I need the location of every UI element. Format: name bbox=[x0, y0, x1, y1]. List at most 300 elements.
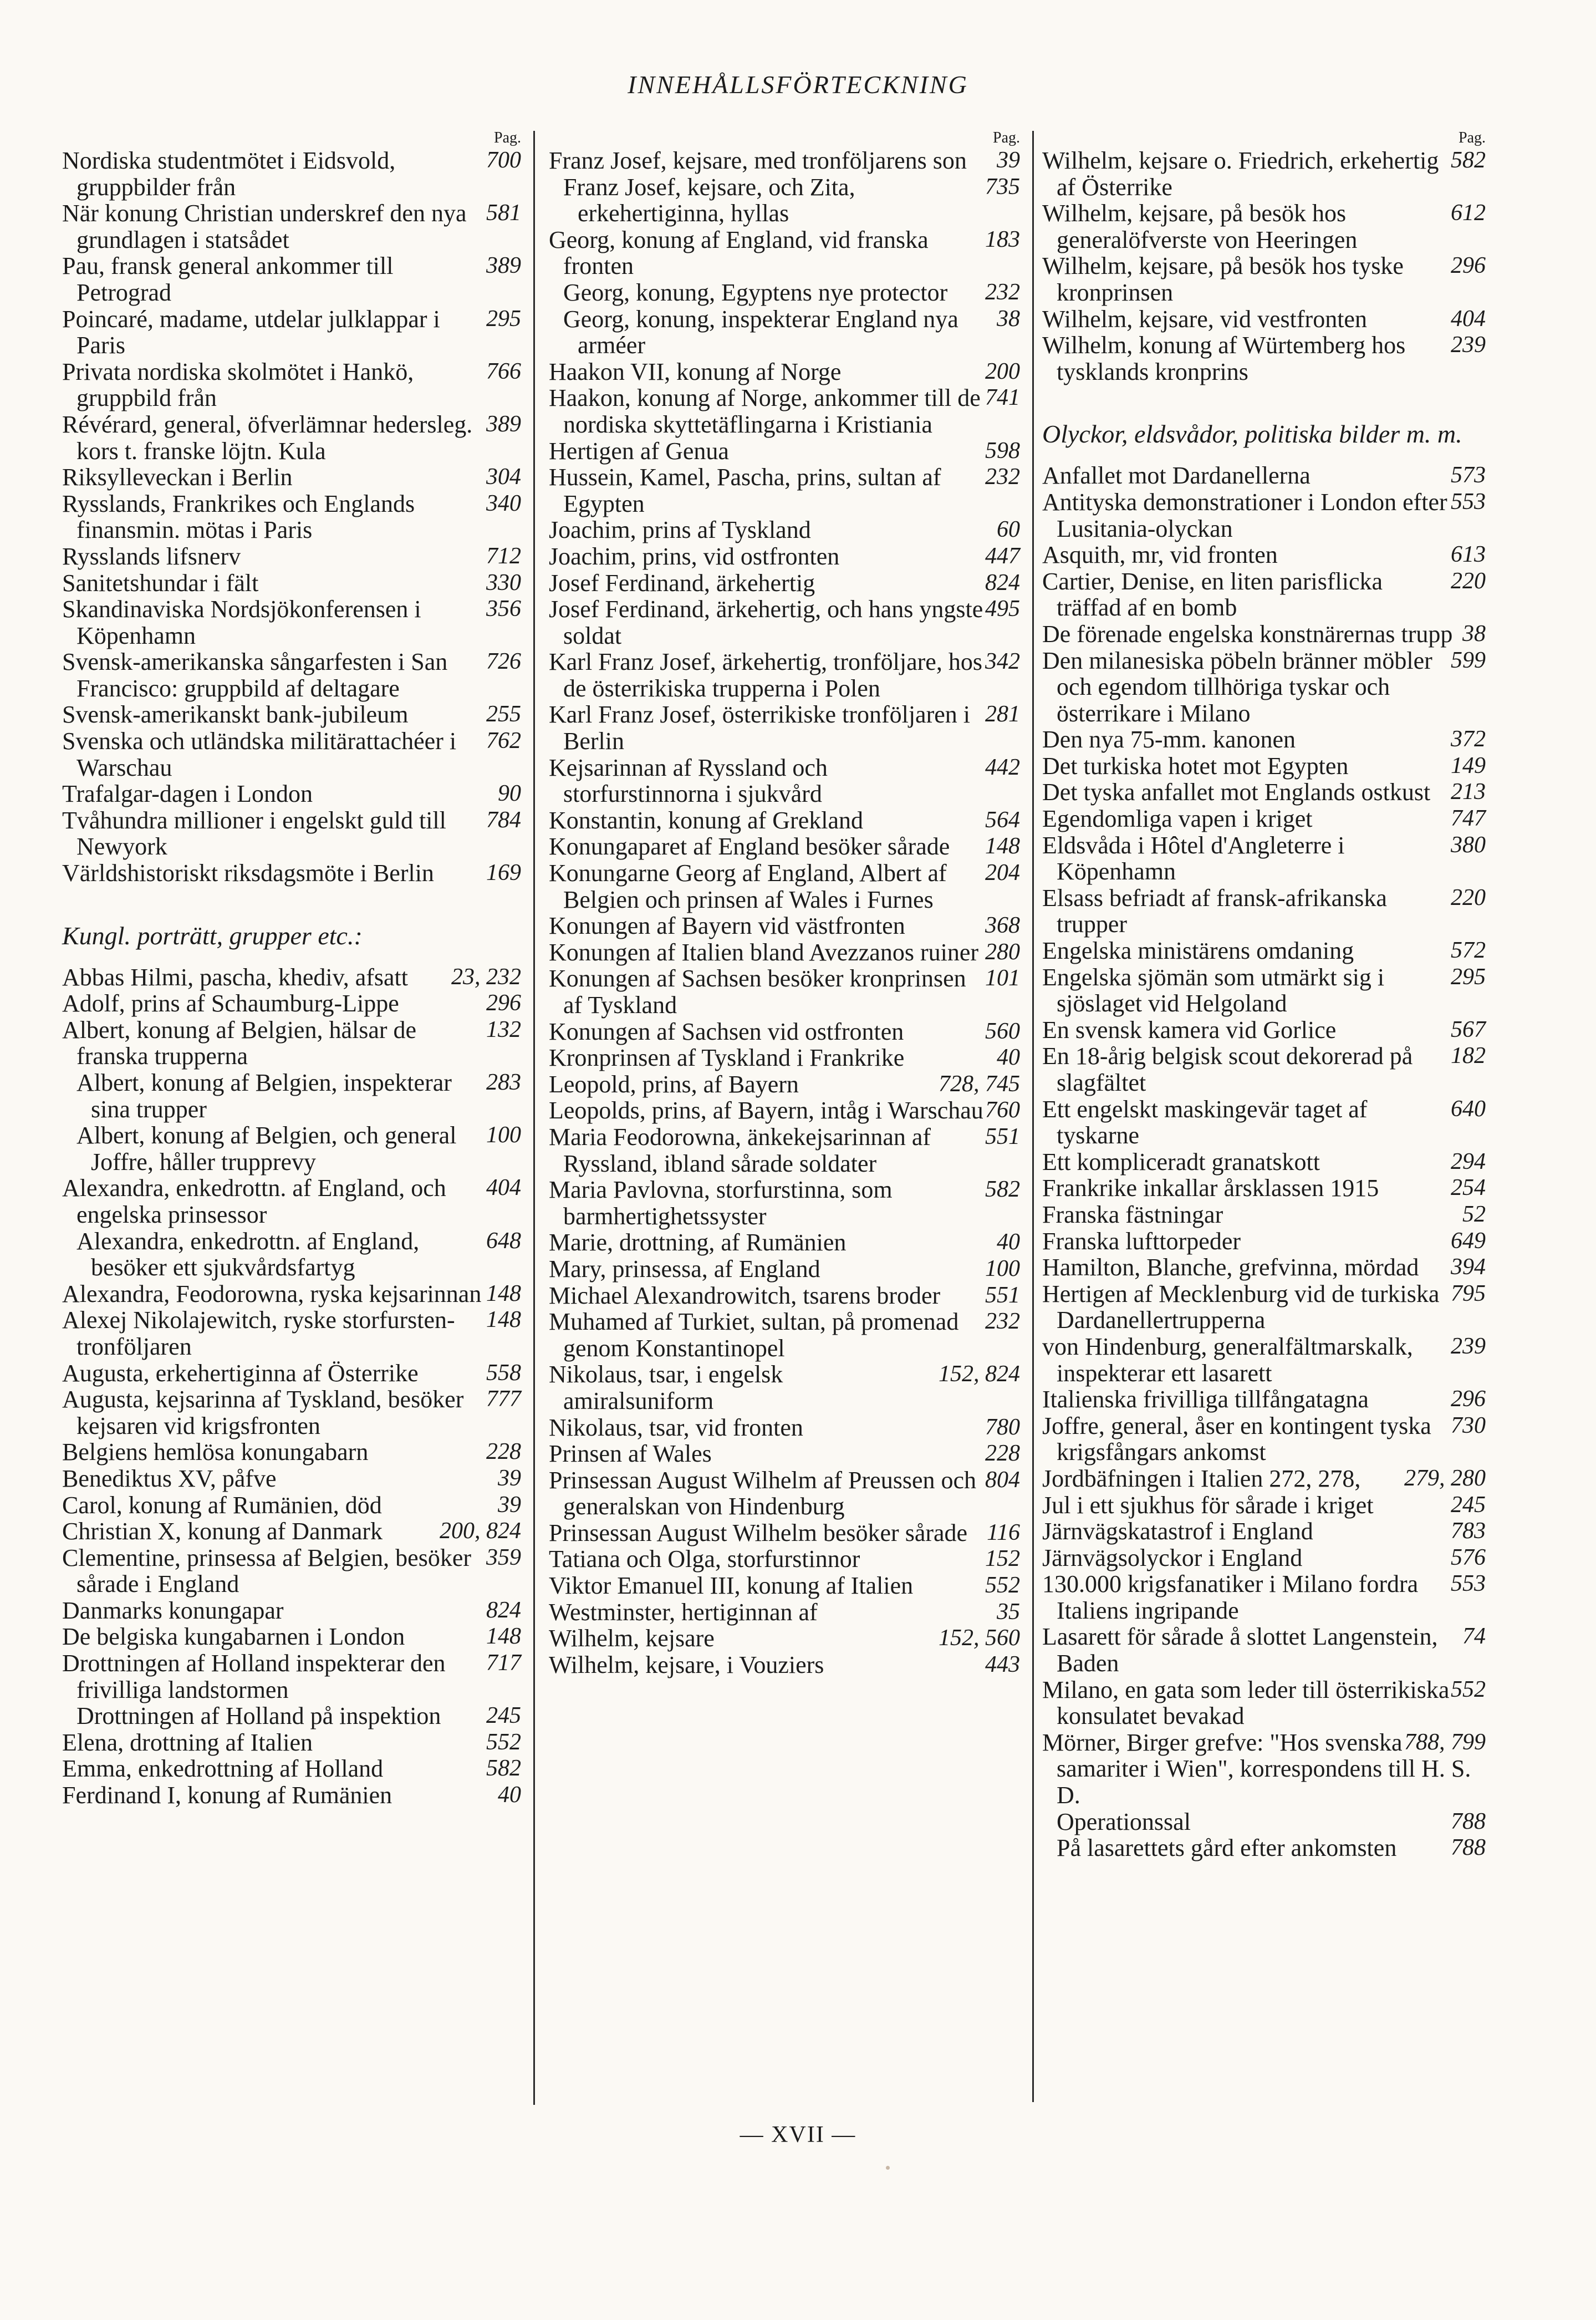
index-entry bbox=[549, 438, 1020, 465]
entry-page-number: 553 bbox=[1451, 1571, 1486, 1597]
entry-page-number: 294 bbox=[1451, 1148, 1486, 1174]
entry-page-number: 777 bbox=[486, 1386, 521, 1412]
entry-page-number: 148 bbox=[486, 1280, 521, 1306]
entry-page-number: 717 bbox=[486, 1650, 521, 1676]
entry-page-number: 132 bbox=[486, 1016, 521, 1042]
entry-text: Alexandra, enkedrottn. af England, besöker ett sjukvårdsfartyg bbox=[77, 1227, 420, 1281]
index-entry bbox=[549, 596, 1020, 649]
index-entry bbox=[62, 1175, 521, 1228]
entry-text: Eldsvåda i Hôtel d'Angleterre i Köpenhamn bbox=[1042, 831, 1345, 886]
entry-page-number: 741 bbox=[985, 385, 1020, 411]
index-entry bbox=[62, 860, 521, 887]
entry-text: Ferdinand I, konung af Rumänien bbox=[62, 1782, 392, 1809]
entry-text: Asquith, mr, vid fronten bbox=[1042, 541, 1278, 569]
entry-text: Maria Feodorowna, änkekejsarinnan af Ryssland, ibland sårade soldater bbox=[549, 1123, 931, 1177]
index-entry bbox=[1042, 332, 1486, 385]
entry-text: Karl Franz Josef, österrikiske tronföljaren i Berlin bbox=[549, 701, 970, 755]
entry-page-number: 280 bbox=[985, 939, 1020, 965]
index-entry bbox=[1042, 1202, 1486, 1228]
index-entry bbox=[1042, 779, 1486, 806]
index-entry bbox=[549, 1441, 1020, 1467]
entry-page-number: 245 bbox=[486, 1703, 521, 1729]
entry-text: Leopold, prins, af Bayern bbox=[549, 1070, 799, 1098]
entry-text: Konungarne Georg af England, Albert af Belgien och prinsen af Wales i Furnes bbox=[549, 859, 947, 913]
entry-text: Adolf, prins af Schaumburg-Lippe bbox=[62, 990, 399, 1017]
entry-page-number: 404 bbox=[486, 1175, 521, 1201]
entry-page-number: 40 bbox=[997, 1045, 1020, 1071]
entry-page-number: 148 bbox=[486, 1624, 521, 1650]
entry-text: Franska lufttorpeder bbox=[1042, 1227, 1241, 1255]
index-entry bbox=[1042, 726, 1486, 753]
entry-text: Franska fästningar bbox=[1042, 1200, 1223, 1228]
index-entry bbox=[549, 227, 1020, 279]
index-entry bbox=[62, 1545, 521, 1597]
entry-page-number: 389 bbox=[486, 253, 521, 279]
index-entry bbox=[62, 1122, 521, 1175]
entry-text: Franz Josef, kejsare, med tronföljarens son bbox=[549, 147, 967, 174]
entry-text: Josef Ferdinand, ärkehertig bbox=[549, 569, 815, 597]
entry-text: Michael Alexandrowitch, tsarens broder bbox=[549, 1281, 941, 1309]
entry-page-number: 582 bbox=[486, 1756, 521, 1782]
entry-page-number: 100 bbox=[985, 1255, 1020, 1281]
entry-text: Nikolaus, tsar, vid fronten bbox=[549, 1413, 803, 1441]
entry-page-number: 784 bbox=[486, 807, 521, 833]
entry-page-number: 149 bbox=[1451, 752, 1486, 779]
entry-page-number: 394 bbox=[1451, 1254, 1486, 1280]
entry-text: Georg, konung, Egyptens nye protector bbox=[563, 278, 948, 306]
index-entry bbox=[1042, 1281, 1486, 1334]
entry-text: På lasarettets gård efter ankomsten bbox=[1057, 1834, 1397, 1862]
entry-text: Poincaré, madame, utdelar julklappar i Paris bbox=[62, 305, 440, 359]
entry-page-number: 152, 560 bbox=[939, 1625, 1020, 1651]
index-entry bbox=[1042, 1835, 1486, 1861]
entry-page-number: 735 bbox=[985, 174, 1020, 200]
index-entry bbox=[62, 1624, 521, 1650]
entry-text: Konungen af Italien bland Avezzanos ruiner bbox=[549, 938, 979, 966]
index-entry bbox=[549, 1229, 1020, 1256]
index-entry bbox=[62, 306, 521, 359]
entry-text: Engelska sjömän som utmärkt sig i sjöslaget vid Helgoland bbox=[1042, 963, 1385, 1017]
index-entry bbox=[62, 1307, 521, 1360]
entry-text: Drottningen af Holland inspekterar den frivilliga landstormen bbox=[62, 1650, 446, 1703]
entry-text: Viktor Emanuel III, konung af Italien bbox=[549, 1572, 914, 1600]
entry-text: Sanitetshundar i fält bbox=[62, 569, 259, 597]
entry-text: Jul i ett sjukhus för sårade i kriget bbox=[1042, 1491, 1374, 1519]
index-entry bbox=[1042, 1017, 1486, 1044]
index-entry bbox=[549, 860, 1020, 913]
index-entry bbox=[549, 1573, 1020, 1599]
entry-text: Lasarett för sårade å slottet Langenstein, Baden bbox=[1042, 1623, 1438, 1677]
entry-text: Carol, konung af Rumänien, död bbox=[62, 1491, 382, 1519]
index-entry bbox=[62, 1439, 521, 1466]
entry-page-number: 200 bbox=[985, 358, 1020, 384]
entry-page-number: 613 bbox=[1451, 542, 1486, 568]
index-entry bbox=[62, 596, 521, 649]
entry-text: Georg, konung af England, vid franska fronten bbox=[549, 226, 929, 280]
index-entry bbox=[1042, 938, 1486, 964]
paper-speck bbox=[886, 2166, 890, 2170]
index-entry bbox=[1042, 753, 1486, 780]
index-entry bbox=[62, 1518, 521, 1545]
entry-page-number: 169 bbox=[486, 860, 521, 886]
index-entry bbox=[549, 147, 1020, 174]
entry-text: Prinsen af Wales bbox=[549, 1440, 712, 1468]
entry-page-number: 730 bbox=[1451, 1412, 1486, 1438]
index-entry bbox=[62, 491, 521, 543]
index-entry bbox=[549, 965, 1020, 1018]
entry-page-number: 296 bbox=[1451, 253, 1486, 279]
entry-page-number: 788 bbox=[1451, 1808, 1486, 1834]
entry-page-number: 40 bbox=[498, 1782, 521, 1808]
index-entry bbox=[549, 1467, 1020, 1520]
index-entry bbox=[62, 543, 521, 570]
index-entry bbox=[1042, 253, 1486, 306]
entry-page-number: 442 bbox=[985, 754, 1020, 780]
index-entry bbox=[1042, 568, 1486, 621]
entry-text: Ett kompliceradt granatskott bbox=[1042, 1148, 1320, 1176]
entry-page-number: 552 bbox=[1451, 1676, 1486, 1702]
entry-page-number: 553 bbox=[1451, 489, 1486, 515]
index-entry bbox=[62, 781, 521, 807]
entry-page-number: 35 bbox=[997, 1599, 1020, 1625]
index-entry bbox=[62, 1756, 521, 1782]
entry-page-number: 760 bbox=[985, 1097, 1020, 1123]
index-entry bbox=[549, 1625, 1020, 1652]
entry-page-number: 712 bbox=[486, 543, 521, 569]
entry-page-number: 567 bbox=[1451, 1016, 1486, 1042]
index-entry bbox=[549, 174, 1020, 227]
index-entry bbox=[549, 1177, 1020, 1229]
index-entry bbox=[549, 517, 1020, 543]
index-entry bbox=[62, 411, 521, 464]
index-entry bbox=[549, 1256, 1020, 1283]
index-entry bbox=[1042, 648, 1486, 727]
section-title: Kungl. porträtt, grupper etc.: bbox=[62, 921, 363, 950]
index-entry bbox=[62, 990, 521, 1017]
entry-page-number: 200, 824 bbox=[440, 1518, 521, 1544]
entry-text: Konungen af Sachsen vid ostfronten bbox=[549, 1017, 904, 1045]
entry-text: Svensk-amerikanskt bank-jubileum bbox=[62, 701, 409, 729]
entry-text: Det tyska anfallet mot Englands ostkust bbox=[1042, 779, 1431, 806]
index-entry bbox=[549, 1019, 1020, 1045]
index-entry bbox=[549, 1599, 1020, 1626]
entry-text: Den milanesiska pöbeln bränner möbler och egendom tillhöriga tyskar och österrikare i Milano bbox=[1042, 647, 1432, 727]
entry-text: Wilhelm, kejsare, på besök hos tyske kronprinsen bbox=[1042, 252, 1404, 306]
entry-page-number: 204 bbox=[985, 860, 1020, 886]
index-entry bbox=[1042, 1571, 1486, 1624]
entry-page-number: 295 bbox=[486, 306, 521, 332]
entry-page-number: 52 bbox=[1462, 1201, 1486, 1227]
entry-text: Prinsessan August Wilhelm besöker sårade bbox=[549, 1519, 968, 1546]
entry-page-number: 281 bbox=[985, 701, 1020, 727]
entry-text: En svensk kamera vid Gorlice bbox=[1042, 1016, 1337, 1044]
entry-page-number: 39 bbox=[498, 1465, 521, 1491]
entry-text: Wilhelm, kejsare bbox=[549, 1625, 715, 1652]
entry-page-number: 564 bbox=[985, 807, 1020, 833]
entry-page-number: 582 bbox=[985, 1177, 1020, 1203]
entry-text: Drottningen af Holland på inspektion bbox=[77, 1702, 441, 1730]
entry-page-number: 640 bbox=[1451, 1096, 1486, 1122]
section-title: Olyckor, eldsvådor, politiska bilder m. m. bbox=[1042, 420, 1462, 449]
entry-page-number: 788, 799 bbox=[1404, 1729, 1486, 1755]
index-entry bbox=[1042, 1254, 1486, 1281]
entry-text: Karl Franz Josef, ärkehertig, tronföljare, hos de österrikiska trupperna i Polen bbox=[549, 648, 982, 702]
entry-text: Augusta, erkehertiginna af Österrike bbox=[62, 1359, 419, 1387]
entry-text: Konungen af Bayern vid västfronten bbox=[549, 912, 905, 940]
entry-page-number: 368 bbox=[985, 913, 1020, 939]
entry-text: Nikolaus, tsar, i engelsk amiralsuniform bbox=[549, 1361, 783, 1415]
entry-page-number: 598 bbox=[985, 437, 1020, 464]
entry-text: Augusta, kejsarinna af Tyskland, besöker kejsaren vid krigsfronten bbox=[62, 1386, 464, 1439]
index-column-2 bbox=[549, 129, 1020, 1678]
entry-page-number: 245 bbox=[1451, 1492, 1486, 1518]
entry-page-number: 232 bbox=[985, 279, 1020, 305]
entry-text: Abbas Hilmi, pascha, khediv, afsatt bbox=[62, 963, 408, 991]
entry-text: Kejsarinnan af Ryssland och storfurstinnorna i sjukvård bbox=[549, 754, 828, 808]
index-entry bbox=[1042, 1624, 1486, 1676]
entry-page-number: 39 bbox=[498, 1492, 521, 1518]
index-entry bbox=[62, 359, 521, 411]
entry-page-number: 232 bbox=[985, 464, 1020, 490]
entry-text: Prinsessan August Wilhelm af Preussen och generalskan von Hindenburg bbox=[549, 1466, 977, 1520]
entry-text: Järnvägskatastrof i England bbox=[1042, 1518, 1313, 1545]
entry-page-number: 38 bbox=[997, 306, 1020, 332]
index-entry bbox=[1042, 885, 1486, 938]
entry-page-number: 39 bbox=[997, 147, 1020, 173]
index-entry bbox=[1042, 1175, 1486, 1202]
entry-page-number: 576 bbox=[1451, 1544, 1486, 1570]
index-entry bbox=[1042, 542, 1486, 568]
entry-text: Alexandra, enkedrottn. af England, och engelska prinsessor bbox=[62, 1174, 446, 1228]
entry-text: Georg, konung, inspekterar England nya arméer bbox=[563, 305, 958, 359]
index-entry bbox=[1042, 1677, 1486, 1729]
entry-page-number: 60 bbox=[997, 517, 1020, 543]
index-entry bbox=[62, 1729, 521, 1756]
index-entry bbox=[1042, 1334, 1486, 1386]
entry-page-number: 747 bbox=[1451, 806, 1486, 832]
entry-text: Révérard, general, öfverlämnar hedersleg. kors t. franske löjtn. Kula bbox=[62, 410, 473, 465]
entry-text: Skandinaviska Nordsjökonferensen i Köpenhamn bbox=[62, 596, 421, 649]
entry-page-number: 255 bbox=[486, 701, 521, 727]
index-entry bbox=[1042, 462, 1486, 489]
page-column-label: Pag. bbox=[993, 129, 1020, 146]
index-entry bbox=[549, 1097, 1020, 1124]
index-entry bbox=[62, 1017, 521, 1070]
entry-text: Alexandra, Feodorowna, ryska kejsarinnan bbox=[62, 1280, 482, 1307]
entry-page-number: 573 bbox=[1451, 462, 1486, 489]
index-entry bbox=[62, 253, 521, 306]
index-entry bbox=[1042, 1043, 1486, 1096]
entry-text: 130.000 krigsfanatiker i Milano fordra Italiens ingripande bbox=[1042, 1570, 1419, 1624]
entry-text: Elena, drottning af Italien bbox=[62, 1728, 313, 1756]
entry-text: Rysslands, Frankrikes och Englands finansmin. mötas i Paris bbox=[62, 490, 415, 544]
entry-page-number: 551 bbox=[985, 1282, 1020, 1308]
entry-text: Operationssal bbox=[1057, 1808, 1191, 1835]
entry-text: Albert, konung af Belgien, inspekterar sina trupper bbox=[77, 1069, 452, 1123]
entry-text: Albert, konung af Belgien, hälsar de franska trupperna bbox=[62, 1016, 417, 1070]
entry-text: Wilhelm, kejsare, i Vouziers bbox=[549, 1651, 824, 1678]
entry-page-number: 283 bbox=[486, 1070, 521, 1095]
entry-page-number: 824 bbox=[985, 569, 1020, 596]
entry-text: När konung Christian underskref den nya grundlagen i statsådet bbox=[62, 200, 467, 253]
entry-text: Hertigen af Genua bbox=[549, 437, 729, 465]
index-entry bbox=[62, 464, 521, 491]
index-entry bbox=[1042, 200, 1486, 253]
entry-text: Wilhelm, kejsare, på besök hos generalöfverste von Heeringen bbox=[1042, 200, 1358, 253]
page-column-label: Pag. bbox=[1459, 129, 1486, 146]
entry-page-number: 340 bbox=[486, 490, 521, 516]
index-entry bbox=[62, 1782, 521, 1809]
entry-page-number: 232 bbox=[985, 1309, 1020, 1335]
index-entry bbox=[62, 1466, 521, 1492]
index-entry bbox=[1042, 1466, 1486, 1492]
entry-page-number: 558 bbox=[486, 1360, 521, 1386]
index-entry bbox=[549, 464, 1020, 517]
entry-page-number: 581 bbox=[486, 200, 521, 226]
index-entry bbox=[1042, 964, 1486, 1017]
entry-page-number: 359 bbox=[486, 1544, 521, 1570]
entry-page-number: 100 bbox=[486, 1122, 521, 1148]
index-entry bbox=[549, 1283, 1020, 1309]
index-entry bbox=[62, 570, 521, 597]
entry-page-number: 783 bbox=[1451, 1518, 1486, 1544]
entry-page-number: 152, 824 bbox=[939, 1361, 1020, 1387]
entry-page-number: 356 bbox=[486, 596, 521, 622]
entry-text: Josef Ferdinand, ärkehertig, och hans yngste soldat bbox=[549, 596, 983, 649]
entry-text: Tatiana och Olga, storfurstinnor bbox=[549, 1545, 860, 1573]
column-divider bbox=[1032, 131, 1034, 2102]
index-entry bbox=[549, 543, 1020, 570]
entry-text: Alexej Nikolajewitch, ryske storfursten-tronföljaren bbox=[62, 1306, 455, 1360]
index-entry bbox=[62, 701, 521, 728]
entry-page-number: 74 bbox=[1462, 1624, 1486, 1650]
entry-text: Hussein, Kamel, Pascha, prins, sultan af Egypten bbox=[549, 464, 941, 517]
entry-page-number: 254 bbox=[1451, 1175, 1486, 1201]
index-entry bbox=[62, 1703, 521, 1729]
entry-text: Pau, fransk general ankommer till Petrograd bbox=[62, 252, 394, 306]
entry-page-number: 762 bbox=[486, 728, 521, 754]
entry-page-number: 648 bbox=[486, 1228, 521, 1254]
entry-text: Konungaparet af England besöker sårade bbox=[549, 833, 950, 861]
entry-text: Wilhelm, kejsare, vid vestfronten bbox=[1042, 305, 1367, 333]
entry-page-number: 213 bbox=[1451, 779, 1486, 805]
entry-page-number: 372 bbox=[1451, 726, 1486, 752]
entry-text: Trafalgar-dagen i London bbox=[62, 780, 313, 808]
entry-text: De belgiska kungabarnen i London bbox=[62, 1623, 405, 1651]
page-column-label: Pag. bbox=[494, 129, 521, 146]
entry-page-number: 239 bbox=[1451, 1333, 1486, 1359]
page-header: INNEHÅLLSFÖRTECKNING bbox=[628, 70, 968, 99]
index-entry bbox=[549, 1652, 1020, 1678]
index-entry bbox=[549, 279, 1020, 306]
index-entry bbox=[549, 1361, 1020, 1414]
index-entry bbox=[62, 200, 521, 253]
entry-page-number: 228 bbox=[486, 1439, 521, 1465]
entry-page-number: 552 bbox=[486, 1729, 521, 1755]
entry-text: Mörner, Birger grefve: "Hos svenska samariter i Wien", korrespondens till H. S. D. bbox=[1042, 1728, 1471, 1809]
index-entry bbox=[62, 1070, 521, 1122]
index-entry bbox=[549, 649, 1020, 701]
index-entry bbox=[549, 1520, 1020, 1546]
entry-text: Italienska frivilliga tillfångatagna bbox=[1042, 1386, 1369, 1413]
index-entry bbox=[549, 807, 1020, 834]
entry-text: Haakon VII, konung af Norge bbox=[549, 358, 842, 385]
index-entry bbox=[62, 147, 521, 200]
entry-text: Leopolds, prins, af Bayern, intåg i Warschau bbox=[549, 1097, 983, 1125]
entry-page-number: 447 bbox=[985, 543, 1020, 569]
index-entry bbox=[549, 1546, 1020, 1573]
index-entry bbox=[62, 964, 521, 991]
entry-page-number: 182 bbox=[1451, 1043, 1486, 1069]
entry-text: Westminster, hertiginnan af bbox=[549, 1598, 818, 1626]
entry-page-number: 239 bbox=[1451, 332, 1486, 358]
index-entry bbox=[62, 1386, 521, 1439]
entry-text: Världshistoriskt riksdagsmöte i Berlin bbox=[62, 859, 434, 887]
entry-text: Antityska demonstrationer i London efter Lusitania-olyckan bbox=[1042, 488, 1447, 542]
index-entry bbox=[549, 306, 1020, 359]
entry-page-number: 148 bbox=[486, 1307, 521, 1333]
entry-text: Anfallet mot Dardanellerna bbox=[1042, 462, 1311, 490]
entry-text: Milano, en gata som leder till österrikiska konsulatet bevakad bbox=[1042, 1676, 1450, 1730]
index-entry bbox=[1042, 147, 1486, 200]
entry-page-number: 116 bbox=[987, 1519, 1020, 1545]
entry-text: Benediktus XV, påfve bbox=[62, 1464, 277, 1492]
entry-page-number: 728, 745 bbox=[939, 1071, 1020, 1097]
entry-text: Danmarks konungapar bbox=[62, 1596, 284, 1624]
entry-text: Wilhelm, kejsare o. Friedrich, erkehertig af Österrike bbox=[1042, 147, 1439, 201]
entry-text: Joachim, prins af Tyskland bbox=[549, 516, 811, 544]
entry-text: Belgiens hemlösa konungabarn bbox=[62, 1438, 369, 1466]
entry-text: Rysslands lifsnerv bbox=[62, 542, 241, 570]
entry-text: Wilhelm, konung af Würtemberg hos tysklands kronprins bbox=[1042, 332, 1406, 385]
index-entry bbox=[62, 807, 521, 860]
entry-page-number: 700 bbox=[486, 147, 521, 173]
entry-page-number: 788 bbox=[1451, 1835, 1486, 1861]
index-column-3 bbox=[1042, 129, 1486, 1861]
entry-text: Kronprinsen af Tyskland i Frankrike bbox=[549, 1044, 905, 1072]
entry-text: Franz Josef, kejsare, och Zita, erkehertiginna, hyllas bbox=[563, 173, 855, 227]
index-entry bbox=[1042, 1492, 1486, 1519]
entry-page-number: 220 bbox=[1451, 884, 1486, 910]
entry-text: Ett engelskt maskingevär taget af tyskarne bbox=[1042, 1095, 1368, 1149]
entry-page-number: 183 bbox=[985, 226, 1020, 252]
index-entry bbox=[549, 1415, 1020, 1441]
index-entry bbox=[549, 939, 1020, 966]
entry-page-number: 560 bbox=[985, 1018, 1020, 1044]
entry-text: Clementine, prinsessa af Belgien, besöker sårade i England bbox=[62, 1544, 472, 1598]
entry-page-number: 40 bbox=[997, 1229, 1020, 1255]
index-entry bbox=[62, 1492, 521, 1519]
index-entry bbox=[62, 1281, 521, 1307]
entry-text: Nordiska studentmötet i Eidsvold, gruppbilder från bbox=[62, 147, 396, 201]
index-entry bbox=[1042, 1096, 1486, 1149]
entry-page-number: 23, 232 bbox=[451, 964, 521, 990]
entry-page-number: 551 bbox=[985, 1123, 1020, 1149]
entry-page-number: 649 bbox=[1451, 1228, 1486, 1254]
entry-page-number: 824 bbox=[486, 1597, 521, 1623]
entry-text: Mary, prinsessa, af England bbox=[549, 1255, 820, 1283]
entry-page-number: 342 bbox=[985, 649, 1020, 675]
index-entry bbox=[1042, 1386, 1486, 1413]
entry-text: Svenska och utländska militärattachéer i Warschau bbox=[62, 727, 457, 781]
index-entry bbox=[549, 701, 1020, 754]
entry-page-number: 296 bbox=[486, 990, 521, 1016]
index-entry bbox=[549, 755, 1020, 807]
entry-text: Jordbäfningen i Italien 272, 278, bbox=[1042, 1464, 1361, 1492]
entry-text: Hamilton, Blanche, grefvinna, mördad bbox=[1042, 1254, 1419, 1281]
entry-page-number: 228 bbox=[985, 1441, 1020, 1467]
entry-page-number: 552 bbox=[985, 1573, 1020, 1599]
